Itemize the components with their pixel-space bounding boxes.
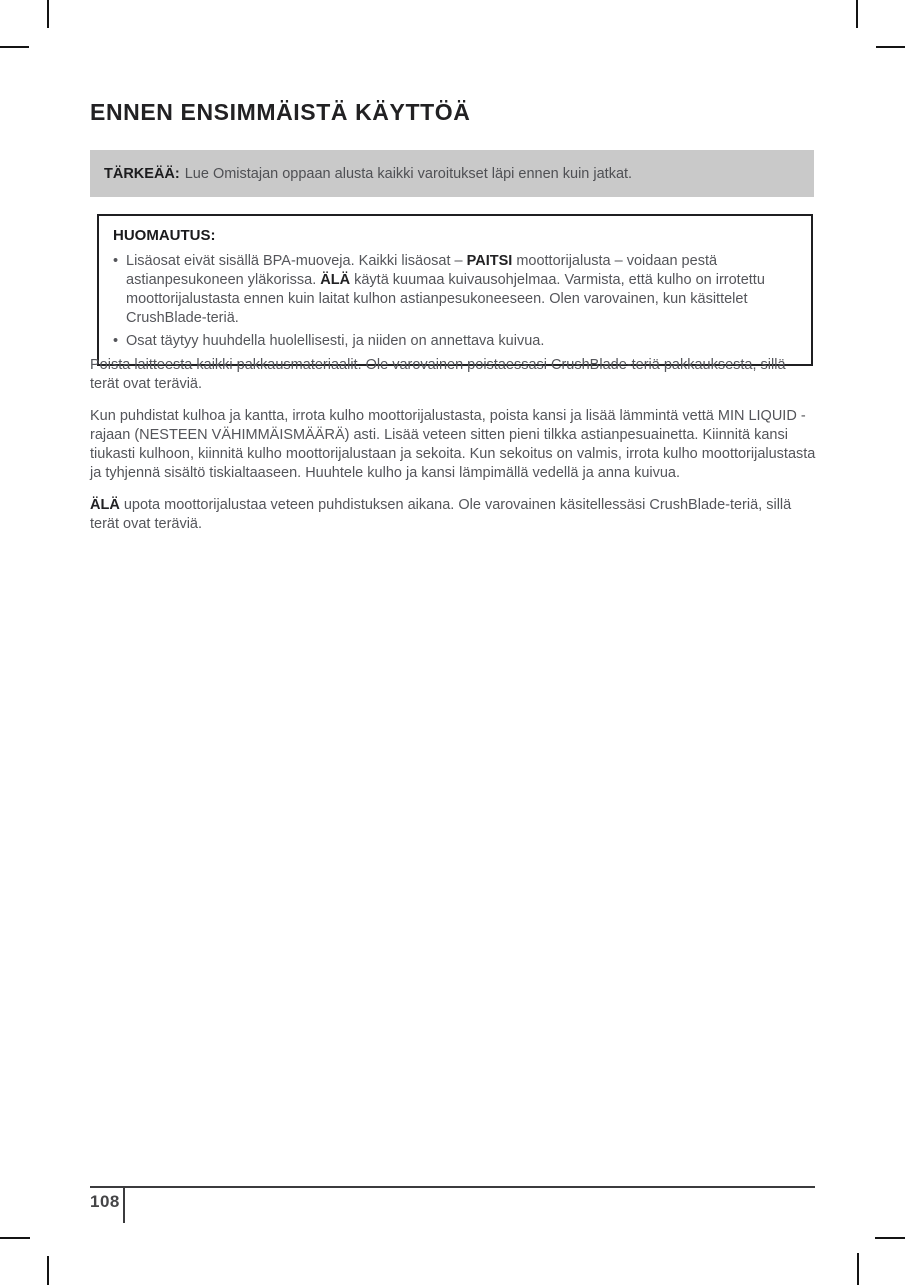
crop-mark-bottom-left-vertical (47, 1256, 49, 1285)
note-box (97, 214, 813, 366)
bullet-icon: • (113, 333, 119, 349)
crop-mark-bottom-right-horizontal (875, 1237, 905, 1239)
paragraph: ÄLÄ upota moottorijalustaa veteen puhdistuksen aikana. Ole varovainen käsitellessäsi CrushBlade-teriä, sillä terät ovat teräviä. (90, 497, 792, 532)
bullet-icon: • (113, 253, 119, 269)
page-title: ENNEN ENSIMMÄISTÄ KÄYTTÖÄ (90, 99, 471, 126)
paragraph: Kun puhdistat kulhoa ja kantta, irrota kulho moottorijalustasta, poista kansi ja lisää lämmintä vettä MIN LIQUID -rajaan (NESTEEN VÄHIMMÄISMÄÄRÄ) asti. Lisää veteen sitten pieni tilkka astianpesuainetta. Kiinnitä kansi tiukasti kulhoon, kiinnitä kulho moottorijalustaan ja sekoita. Kun sekoitus on valmis, irrota kulho moottorijalustasta ja tyhjennä sisältö tiskialtaaseen. Huuhtele kulho ja kansi lämpimällä vedellä ja anna kuivua. (90, 408, 816, 481)
crop-mark-bottom-right-vertical (857, 1253, 859, 1285)
footer-divider (123, 1188, 125, 1223)
crop-mark-bottom-left-horizontal (0, 1237, 30, 1239)
list-item (113, 332, 797, 351)
important-notice-box (90, 150, 814, 197)
paragraph: Poista laitteesta kaikki pakkausmateriaalit. Ole varovainen poistaessasi CrushBlade-teriä pakkauksesta, sillä terät ovat teräviä. (90, 357, 786, 392)
footer-rule (90, 1186, 815, 1188)
body-text (90, 356, 817, 547)
important-text: Lue Omistajan oppaan alusta kaikki varoitukset läpi ennen kuin jatkat. (184, 165, 633, 182)
crop-mark-top-left-horizontal (0, 46, 29, 48)
note-bullet-text: Osat täytyy huuhdella huolellisesti, ja niiden on annettava kuivua. (126, 333, 545, 349)
important-label: TÄRKEÄÄ: (104, 165, 180, 182)
crop-mark-top-right-horizontal (876, 46, 905, 48)
list-item (113, 252, 797, 328)
crop-mark-top-right-vertical (856, 0, 858, 28)
page-number: 108 (90, 1192, 120, 1211)
note-heading: HUOMAUTUS: (113, 227, 216, 244)
crop-mark-top-left-vertical (47, 0, 49, 28)
note-bullet-text: Lisäosat eivät sisällä BPA-muoveja. Kaikki lisäosat – PAITSI moottorijalusta – voidaan pestä astianpesukoneen yläkorissa. ÄLÄ käytä kuumaa kuivausohjelmaa. Varmista, että kulho on irrotettu moottorijalustasta ennen kuin laitat kulhon astianpesukoneeseen. Olen varovainen, kun käsittelet CrushBlade-teriä. (126, 253, 765, 326)
